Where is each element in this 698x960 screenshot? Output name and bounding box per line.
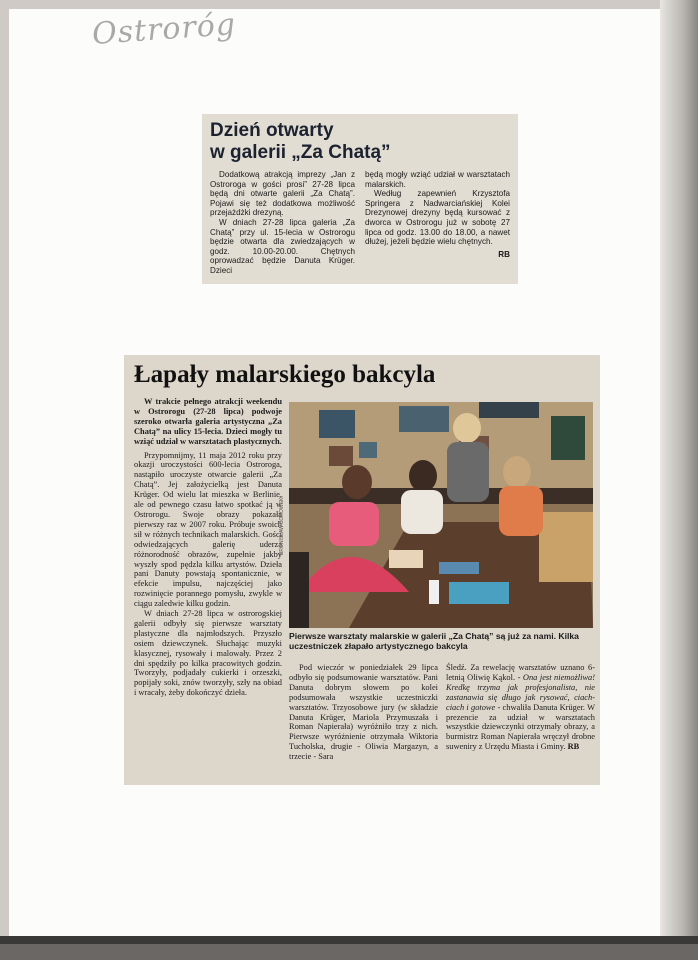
- paragraph: Dodatkową atrakcją imprezy „Jan z Ostroroga w gości prosi” 27-28 lipca będą dni otwarte galerii „Za Chatą”. Pojawi się też dodatkowa możliwość przejażdżki drezyną.: [210, 170, 355, 218]
- clipping-columns: [210, 170, 510, 276]
- paragraph: [446, 663, 595, 752]
- column-1: [210, 170, 355, 276]
- left-column: [134, 397, 282, 698]
- page-edge: [660, 0, 698, 960]
- workshop-photo: [289, 402, 593, 628]
- author-signature: RB: [567, 742, 580, 752]
- bottom-column-2: [446, 663, 595, 762]
- paragraph: będą mogły wziąć udział w warsztatach malarskich.: [365, 170, 510, 189]
- paragraph: Przypomnijmy, 11 maja 2012 roku przy okazji uroczystości 600-lecia Ostroroga, nastąpiło uroczyste otwarcie galerii „Za Chatą”. Jej założycielką jest Danuta Krüger. Od wielu lat mieszka w Berlinie, ale od pewnego czasu łatwo spotkać ją w Ostrorogu. Swoje obrazy pokazała pierwszy raz w 2007 roku. Próbuje swoich sił w różnych technikach malarskich. Gości odwiedzających galerię uderza różnorodność obrazów, zupełnie jakby wyszły spod pędzla kilku artystów. Dzieła pani Danuty powstają spontanicznie, w efekcie impulsu, najczęściej jako rozwinięcie porannego pomysłu, zwykle w ciągu zaledwie kilku godzin.: [134, 450, 282, 609]
- clipping-title: Łapały malarskiego bakcyla: [134, 361, 436, 388]
- photo-illustration: [289, 402, 593, 628]
- author-signature: RB: [498, 249, 510, 259]
- photo-caption: Pierwsze warsztaty malarskie w galerii „Za Chatą” są już za nami. Kilka uczestniczek złapało artystycznego bakcyla: [289, 631, 579, 652]
- lead-paragraph: W trakcie pełnego atrakcji weekendu w Ostrorogu (27-28 lipca) podwoje szeroko otwarła galeria artystyczna „Za Chatą” na ulicy 15-lecia. Dzieci mogły tu wziąć udział w warsztatach plastycznych.: [134, 397, 282, 446]
- photo-credit: BRONISŁAW BOROWSKI: [279, 496, 285, 555]
- clipping-title: [210, 120, 510, 164]
- title-line-2: w galerii „Za Chatą”: [210, 142, 391, 163]
- clipping-workshop: [124, 355, 600, 785]
- binder-edge: [0, 936, 698, 944]
- text-run: - chwaliła Danuta Krüger. W prezencie za udział w warsztatach wszystkie dziewczynki otrzymały obrazy, a burmistrz Roman Napierała wręczył drobne suweniry z Urzędu Miasta i Gminy.: [446, 702, 596, 752]
- paragraph: W dniach 27-28 lipca galeria „Za Chatą” przy ul. 15-lecia w Ostrorogu będzie otwarta dla zwiedzających w godz. 10.00-20.00. Chętnych oprowadzać będzie Danuta Krüger. Dzieci: [210, 217, 355, 275]
- clipping-open-day: [202, 114, 518, 284]
- column-2: [365, 170, 510, 276]
- paragraph: Według zapewnień Krzysztofa Springera z Nadwarciańskiej Kolei Drezynowej drezyny będą kursować z dworca w Ostrorogu już w sobotę 27 lipca od godz. 13.00 do 18.00, a nawet dłużej, jeżeli będzie wielu chętnych.: [365, 189, 510, 247]
- scan-shadow: [0, 944, 698, 960]
- title-line-1: Dzień otwarty: [210, 120, 334, 141]
- text-run: Śledź. Za rewelację warsztatów uznano 6-letnią Oliwię Kąkol. -: [446, 663, 595, 682]
- handwritten-note: Ostroróg: [90, 7, 238, 52]
- quote: Ona jest niemożliwa! Kredkę trzyma jak profesjonalista, nie zastanawia się długo jak rysować, ciach-ciach i gotowe: [446, 672, 596, 712]
- bottom-columns: [289, 663, 595, 762]
- paragraph: Pod wieczór w poniedziałek 29 lipca odbyło się podsumowanie warsztatów. Pani Danuta dobrym słowem po kolei podsumowała wszystkie uczestniczki warsztatów. Trzyosobowe jury (w składzie Danuta Krüger, Mariola Przymuszała i Roman Napierała) wyróżniło trzy z nich. Pierwsze wyróżnienie otrzymała Wiktoria Tucholska, drugie - Oliwia Margazyn, a trzecie - Sara: [289, 663, 438, 762]
- paragraph: W dniach 27-28 lipca w ostrorogskiej galerii odbyły się pierwsze warsztaty plastyczne dla najmłodszych. Przyszło osiem dziewczynek. Słuchając muzyki klasycznej, rysowały i malowały. Przez 2 dni spędziły po kilka pracowitych godzin. Tworzyły, podjadały cukierki i orzeszki, popijały soki, znów tworzyły, szły na obiad i wracały, żeby dokończyć dzieła.: [134, 609, 282, 698]
- bottom-column-1: [289, 663, 438, 762]
